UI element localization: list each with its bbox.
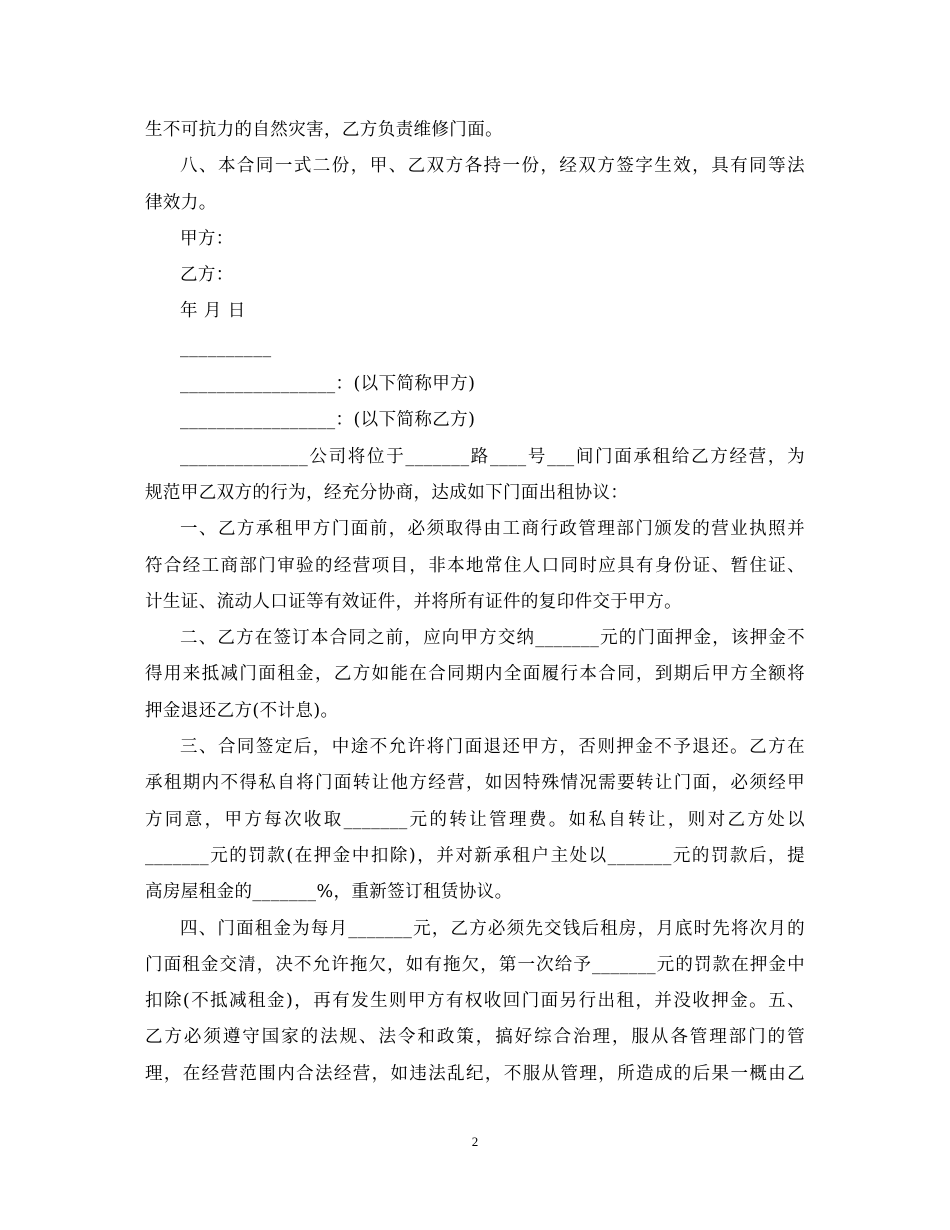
- text-line: 四、门面租金为每月_______元，乙方必须先交钱后租房，月底时先将次月的: [180, 918, 805, 939]
- text-line: 生不可抗力的自然灾害，乙方负责维修门面。: [145, 120, 503, 140]
- text-line: 律效力。: [145, 192, 217, 213]
- text-line: 乙方：: [180, 265, 234, 286]
- text-line: 方同意，甲方每次收取_______元的转让管理费。如私自转让，则对乙方处以: [145, 809, 805, 830]
- page-number: 2: [471, 1134, 479, 1149]
- text-line: _______元的罚款(在押金中扣除)，并对新承租户主处以_______元的罚款后，提: [145, 845, 805, 866]
- text-line: 年 月 日: [180, 301, 246, 322]
- text-line: __________: [180, 337, 272, 358]
- text-line: 三、合同签定后，中途不允许将门面退还甲方，否则押金不予退还。乙方在: [180, 737, 805, 758]
- text-line: ______________公司将位于_______路____号___间门面承租给乙方经营，为: [180, 446, 805, 467]
- text-line: 计生证、流动人口证等有效证件，并将所有证件的复印件交于甲方。: [145, 591, 682, 612]
- text-line: 一、乙方承租甲方门面前，必须取得由工商行政管理部门颁发的营业执照并: [180, 519, 805, 540]
- text-line: 符合经工商部门审验的经营项目，非本地常住人口同时应具有身份证、暂住证、: [145, 555, 805, 576]
- text-line: 理，在经营范围内合法经营，如违法乱纪，不服从管理，所造成的后果一概由乙: [145, 1063, 805, 1084]
- text-line: 规范甲乙双方的行为，经充分协商，达成如下门面出租协议：: [145, 482, 629, 503]
- text-line: 扣除(不抵减租金)，再有发生则甲方有权收回门面另行出租，并没收押金。五、: [145, 991, 805, 1012]
- document-body: [145, 112, 805, 1092]
- text-line: 高房屋租金的_______%，重新签订租赁协议。: [145, 882, 513, 903]
- text-line: _________________：(以下简称乙方): [180, 410, 476, 431]
- text-line: 押金退还乙方(不计息)。: [145, 700, 339, 721]
- text-line: 门面租金交清，决不允许拖欠，如有拖欠，第一次给予_______元的罚款在押金中: [145, 954, 805, 975]
- text-line: 甲方：: [180, 228, 234, 249]
- text-line: 八、本合同一式二份，甲、乙双方各持一份，经双方签字生效，具有同等法: [180, 156, 805, 177]
- text-line: _________________：(以下简称甲方): [180, 374, 476, 395]
- text-line: 承租期内不得私自将门面转让他方经营，如因特殊情况需要转让门面，必须经甲: [145, 773, 805, 794]
- text-line: 乙方必须遵守国家的法规、法令和政策，搞好综合治理，服从各管理部门的管: [145, 1027, 805, 1048]
- text-line: 二、乙方在签订本合同之前，应向甲方交纳_______元的门面押金，该押金不: [180, 628, 805, 649]
- text-line: 得用来抵减门面租金，乙方如能在合同期内全面履行本合同，到期后甲方全额将: [145, 664, 805, 685]
